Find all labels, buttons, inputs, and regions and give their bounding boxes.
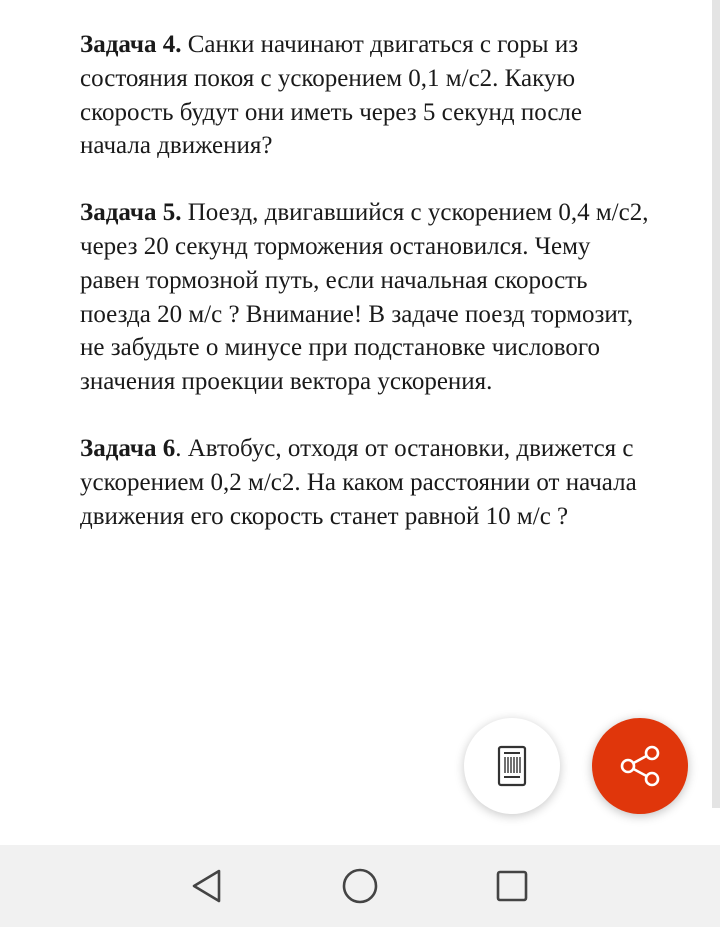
reader-mode-button[interactable]: [464, 718, 560, 814]
task-4-label: Задача 4.: [80, 31, 182, 58]
document-content: [80, 28, 650, 566]
recents-square-icon: [495, 869, 529, 903]
home-circle-icon: [341, 867, 379, 905]
nav-recents-button[interactable]: [490, 864, 534, 908]
task-5: [80, 196, 650, 399]
share-button[interactable]: [592, 718, 688, 814]
task-6-text: . Автобус, отходя от остановки, движется с ускорением 0,2 м/с2. На каком расстоянии от начала движения его скорость станет равной 10 м/с ?: [80, 434, 637, 530]
back-triangle-icon: [188, 868, 224, 904]
share-icon: [617, 743, 663, 789]
task-4-text: Санки начинают двигаться с горы из состояния покоя с ускорением 0,1 м/с2. Какую скорость будут они иметь через 5 секунд после начала движения?: [80, 31, 582, 160]
task-6-label: Задача 6: [80, 434, 176, 462]
task-5-label: Задача 5.: [80, 199, 182, 227]
nav-home-button[interactable]: [338, 864, 382, 908]
task-5-text: Поезд, двигавшийся с ускорением 0,4 м/с2, через 20 секунд торможения остановился. Чему равен тормозной путь, если начальная скорость поезда 20 м/с ? Внимание! В задаче поезд тормозит, не забудьте о минусе при подстановке числового значения проекции вектора ускорения.: [80, 199, 649, 396]
system-nav-bar: [0, 845, 720, 927]
task-4: [80, 28, 650, 163]
reader-mode-icon: [497, 745, 527, 787]
task-6: [80, 432, 650, 533]
nav-back-button[interactable]: [184, 864, 228, 908]
scroll-edge: [712, 0, 720, 808]
